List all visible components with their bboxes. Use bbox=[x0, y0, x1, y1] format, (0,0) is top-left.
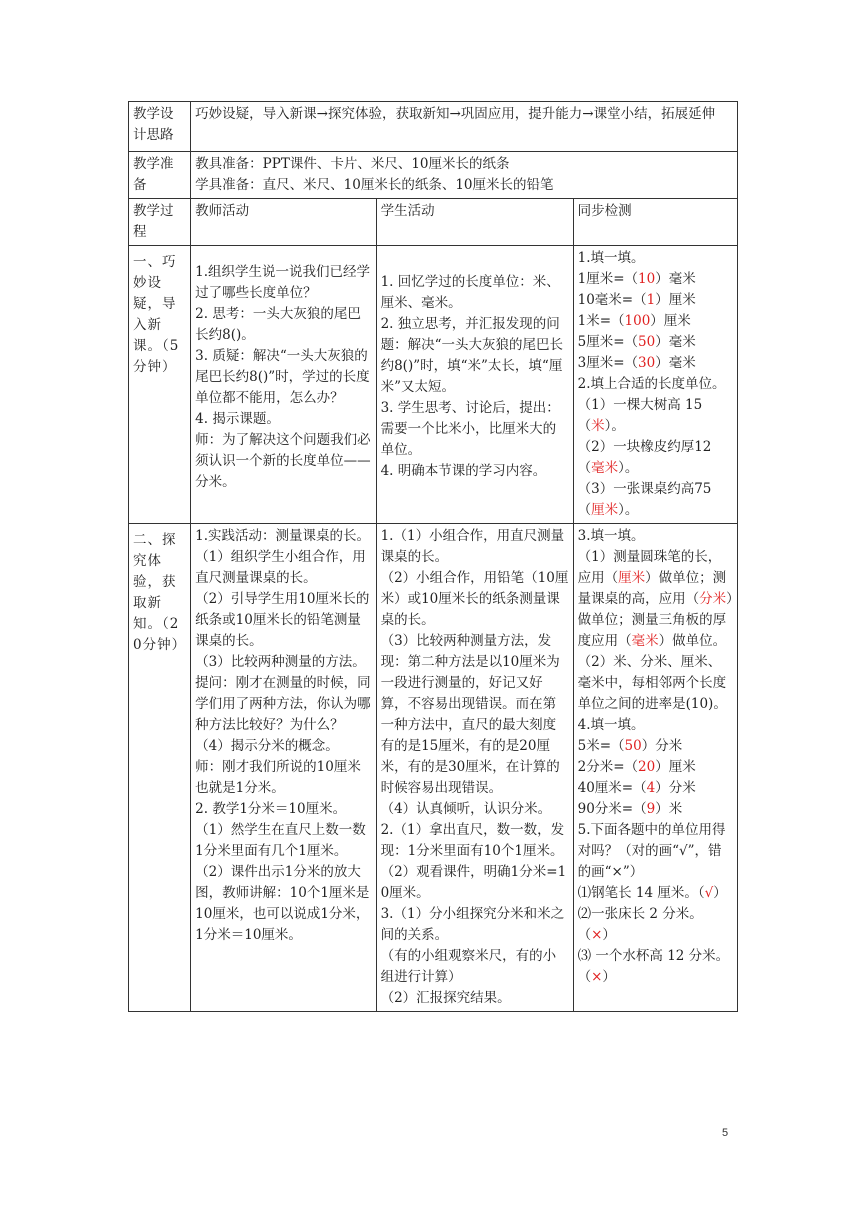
conversion-item: 5厘米=（50）毫米 bbox=[577, 334, 696, 350]
sync-check-header: 同步检测 bbox=[573, 199, 737, 246]
stage2-teacher-line: （2）课件出示1分米的放大图，教师讲解：10个1厘米是10厘米，也可以说成1分米，1分米＝10厘米。 bbox=[195, 864, 370, 943]
stage1-student-line: 2. 独立思考，并汇报发现的问题：解决“一头大灰狼的尾巴长约8()”时，填“米”太长，填“厘米”又太短。 bbox=[380, 316, 563, 395]
stage2-student-cell bbox=[376, 524, 573, 1012]
answer: 厘米 bbox=[618, 570, 646, 586]
answer: 20 bbox=[638, 759, 656, 775]
answer: 米 bbox=[591, 418, 605, 434]
conversion-item: 90分米=（9）米 bbox=[577, 801, 683, 817]
stage1-teacher-line: 4. 揭示课题。 bbox=[195, 411, 280, 427]
conversion-item: 10毫米=（1）厘米 bbox=[577, 292, 696, 308]
cross-mark: × bbox=[591, 969, 603, 985]
check-title: 5.下面各题中的单位用得对吗？（对的画“√”，错的画“×”） bbox=[577, 822, 726, 880]
process-header-row bbox=[129, 199, 738, 246]
check-mark: √ bbox=[704, 885, 714, 901]
prep-label: 教学准备 bbox=[129, 152, 191, 199]
stage1-student-cell bbox=[376, 246, 573, 524]
stage2-teacher-line: （4）揭示分米的概念。 bbox=[195, 738, 339, 754]
answer: 50 bbox=[638, 334, 656, 350]
check-title: 2.填上合适的长度单位。 bbox=[577, 376, 726, 392]
answer: 毫米 bbox=[591, 460, 619, 476]
measure-unit-question: （1）测量圆珠笔的长，应用（厘米）做单位；测量课桌的高，应用（分米）做单位；测量三角板的厚度应用（毫米）做单位。 bbox=[577, 549, 733, 649]
conversion-item: 1米=（100）厘米 bbox=[577, 313, 691, 329]
answer: 毫米 bbox=[631, 633, 659, 649]
stage2-teacher-line: （3）比较两种测量的方法。 bbox=[195, 654, 366, 670]
answer: 厘米 bbox=[591, 502, 619, 518]
check-title: 3.填一填。 bbox=[577, 528, 645, 544]
stage2-student-line: （2）汇报探究结果。 bbox=[380, 990, 511, 1006]
stage2-teacher-cell bbox=[191, 524, 376, 1012]
unit-item: （2）一块橡皮约厚12（毫米）。 bbox=[577, 439, 712, 476]
student-tools: 学具准备：直尺、米尺、10厘米长的纸条、10厘米长的铅笔 bbox=[195, 177, 554, 193]
stage1-teacher-cell bbox=[191, 246, 376, 524]
answer: 100 bbox=[624, 313, 651, 329]
answer: 9 bbox=[646, 801, 656, 817]
answer: 50 bbox=[624, 738, 642, 754]
unit-item: （1）一棵大树高 15（米）。 bbox=[577, 397, 703, 434]
answer: 分米 bbox=[699, 591, 727, 607]
teacher-tools: 教具准备：PPT课件、卡片、米尺、10厘米长的纸条 bbox=[195, 156, 510, 172]
prep-content bbox=[191, 152, 738, 199]
stage2-student-line: 3.（1）分小组探究分米和米之间的关系。 bbox=[380, 906, 565, 943]
stage1-teacher-line: 2. 思考：一头大灰狼的尾巴长约8()。 bbox=[195, 306, 361, 343]
unit-item: （3）一张课桌约高75（厘米）。 bbox=[577, 481, 712, 518]
stage2-teacher-line: （1）然学生在直尺上数一数1分米里面有几个1厘米。 bbox=[195, 822, 366, 859]
stage2-student-line: （3）比较两种测量方法，发现：第二种方法是以10厘米为一段进行测量的，好记又好算，不容易出现错误。而在第一种方法中，直尺的最大刻度有的是15厘米，有的是20厘米，有的是30厘米，在计算的时候容易出现错误。 bbox=[380, 633, 560, 796]
answer: 4 bbox=[646, 780, 656, 796]
stage1-student-line: 3. 学生思考、讨论后，提出：需要一个比米小，比厘米大的单位。 bbox=[380, 400, 560, 458]
conversion-item: 40厘米=（4）分米 bbox=[577, 780, 696, 796]
stage1-teacher-line: 3. 质疑：解决“一头大灰狼的尾巴长约8()”时，学过的长度单位都不能用，怎么办？ bbox=[195, 348, 370, 406]
stage2-student-line: （2）观看课件，明确1分米=10厘米。 bbox=[380, 864, 567, 901]
stage2-row bbox=[129, 524, 738, 1012]
stage2-student-line: 1.（1）小组合作，用直尺测量课桌的长。 bbox=[380, 528, 565, 565]
check-title: 4.填一填。 bbox=[577, 717, 645, 733]
conversion-item: 5米=（50）分米 bbox=[577, 738, 683, 754]
design-content: 巧妙设疑，导入新课→探究体验，获取新知→巩固应用，提升能力→课堂小结，拓展延伸 bbox=[191, 102, 738, 152]
answer: 1 bbox=[646, 292, 656, 308]
cross-mark: × bbox=[591, 927, 603, 943]
conversion-item: 2分米=（20）厘米 bbox=[577, 759, 696, 775]
ratio-question: （2）米、分米、厘米、毫米中，每相邻两个长度单位之间的进率是(10)。 bbox=[577, 654, 727, 712]
page-number: 5 bbox=[722, 1127, 729, 1139]
prep-row bbox=[129, 152, 738, 199]
stage1-label: 一、巧妙设疑，导入新课。（5分钟） bbox=[129, 246, 191, 524]
student-activity-header: 学生活动 bbox=[376, 199, 573, 246]
design-row bbox=[129, 102, 738, 152]
stage1-student-line: 4. 明确本节课的学习内容。 bbox=[380, 463, 547, 479]
stage1-student-line: 1. 回忆学过的长度单位：米、厘米、毫米。 bbox=[380, 274, 560, 311]
teacher-activity-header: 教师活动 bbox=[191, 199, 376, 246]
stage2-teacher-line: 1.实践活动：测量课桌的长。 bbox=[195, 528, 371, 544]
stage2-teacher-line: 2. 教学1分米＝10厘米。 bbox=[195, 801, 347, 817]
stage2-teacher-line: （2）引导学生用10厘米长的纸条或10厘米长的铅笔测量课桌的长。 bbox=[195, 591, 370, 649]
answer: 10 bbox=[638, 271, 656, 287]
stage2-check-cell bbox=[573, 524, 737, 1012]
stage2-student-line: 2.（1）拿出直尺，数一数，发现：1分米里面有10个1厘米。 bbox=[380, 822, 565, 859]
judge-item: ⑵一张床长 2 分米。（×） bbox=[577, 906, 703, 943]
stage1-check-cell bbox=[573, 246, 737, 524]
stage2-teacher-line: 提问：刚才在测量的时候，同学们用了两种方法，你认为哪种方法比较好？为什么？ bbox=[195, 675, 371, 733]
conversion-item: 3厘米=（30）毫米 bbox=[577, 355, 696, 371]
stage2-teacher-line: 师：刚才我们所说的10厘米也就是1分米。 bbox=[195, 759, 361, 796]
stage2-student-line: （有的小组观察米尺，有的小组进行计算） bbox=[380, 948, 557, 985]
stage1-row bbox=[129, 246, 738, 524]
answer: 30 bbox=[638, 355, 656, 371]
conversion-item: 1厘米=（10）毫米 bbox=[577, 271, 696, 287]
stage1-teacher-line: 1.组织学生说一说我们已经学过了哪些长度单位？ bbox=[195, 264, 371, 301]
design-label: 教学设计思路 bbox=[129, 102, 191, 152]
stage2-student-line: （2）小组合作，用铅笔（10厘米）或10厘米长的纸条测量课桌的长。 bbox=[380, 570, 569, 628]
judge-item: ⑶ 一个水杯高 12 分米。（×） bbox=[577, 948, 730, 985]
stage2-label: 二、探究体验，获取新知。（20分钟） bbox=[129, 524, 191, 1012]
check-title: 1.填一填。 bbox=[577, 250, 645, 266]
judge-item: ⑴钢笔长 14 厘米。（√） bbox=[577, 885, 727, 901]
stage1-teacher-line: 师：为了解决这个问题我们必须认识一个新的长度单位——分米。 bbox=[195, 432, 371, 490]
lesson-plan-table bbox=[128, 101, 738, 1012]
stage2-student-line: （4）认真倾听，认识分米。 bbox=[380, 801, 552, 817]
stage2-teacher-line: （1）组织学生小组合作，用直尺测量课桌的长。 bbox=[195, 549, 366, 586]
process-label: 教学过程 bbox=[129, 199, 191, 246]
